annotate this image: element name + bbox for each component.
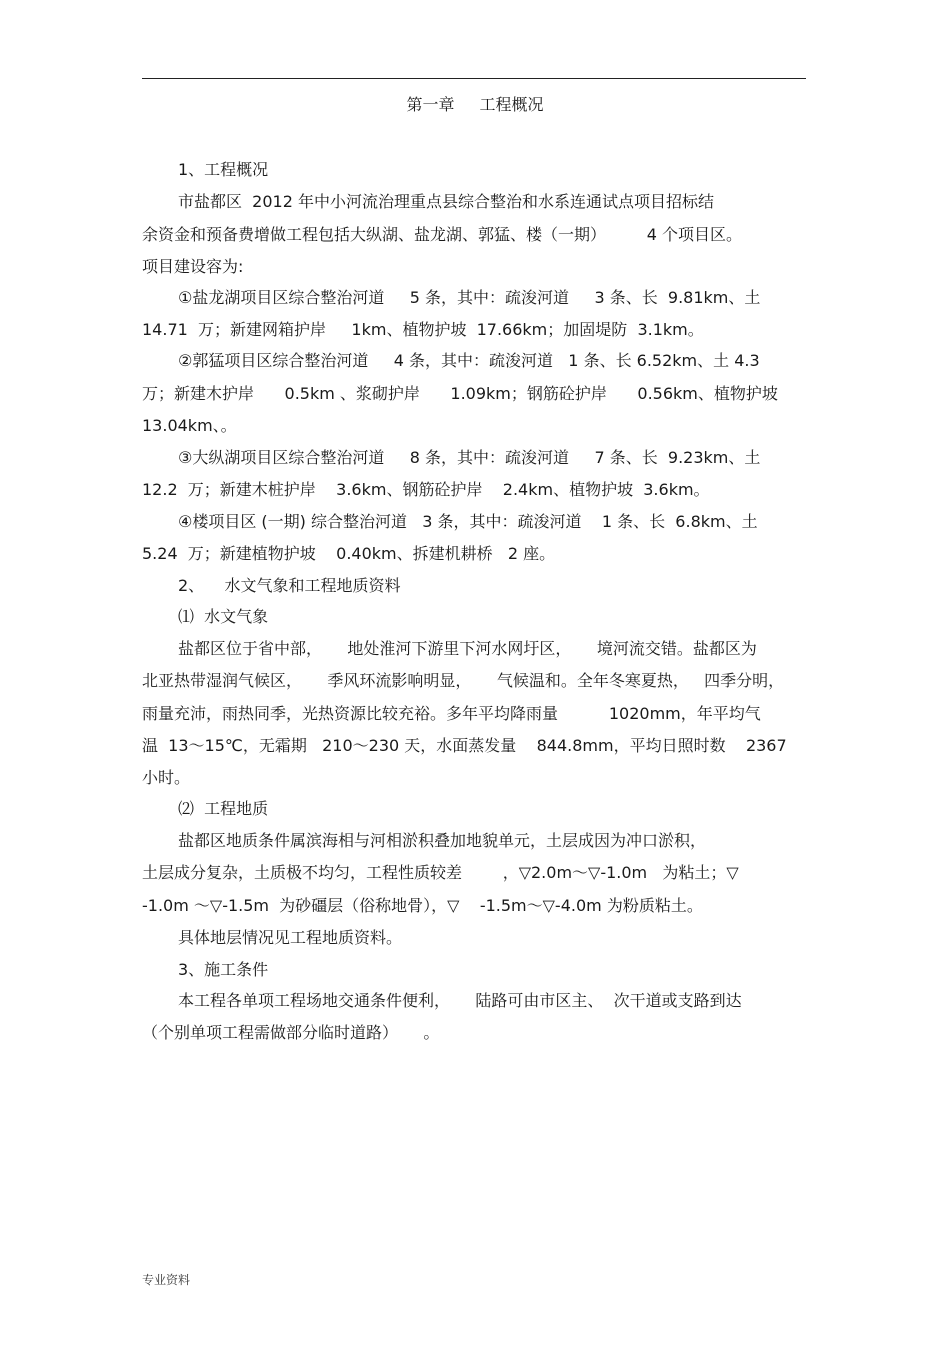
body-line: 市盐都区 2012 年中小河流治理重点县综合整治和水系连通试点项目招标结 [178, 192, 714, 211]
body-line: 土层成分复杂，土质极不均匀，工程性质较差 ，▽2.0m～▽-1.0m 为粘土；▽ [142, 863, 739, 882]
subsection-heading: ⑵ 工程地质 [178, 799, 269, 818]
body-line: 具体地层情况见工程地质资料。 [178, 928, 403, 947]
project-item-2: ②郭猛项目区综合整治河道 4 条，其中：疏浚河道 1 条、长 6.52km、土 4.3 [178, 351, 760, 370]
section-heading-3: 3、施工条件 [178, 960, 269, 979]
body-line: 温 13～15℃，无霜期 210～230 天，水面蒸发量 844.8mm，平均日照时数 2367 [142, 736, 787, 755]
body-line: 小时。 [142, 768, 191, 787]
header-rule [142, 78, 806, 79]
section-heading-1: 1、工程概况 [178, 160, 269, 179]
body-line: 北亚热带湿润气候区， 季风环流影响明显， 气候温和。全年冬寒夏热， 四季分明， [142, 671, 785, 690]
body-line: 本工程各单项工程场地交通条件便利， 陆路可由市区主、 次干道或支路到达 [178, 991, 742, 1010]
chapter-title: 工程概况 [479, 95, 544, 114]
project-item-1: ①盐龙湖项目区综合整治河道 5 条，其中：疏浚河道 3 条、长 9.81km、土 [178, 288, 761, 307]
body-line: 13.04km、。 [142, 416, 237, 435]
subsection-heading: ⑴ 水文气象 [178, 607, 269, 626]
body-line: 14.71 万；新建网箱护岸 1km、植物护坡 17.66km；加固堤防 3.1km。 [142, 320, 704, 339]
chapter-heading [0, 92, 950, 115]
body-line: （个别单项工程需做部分临时道路） 。 [142, 1023, 440, 1042]
project-item-3: ③大纵湖项目区综合整治河道 8 条，其中：疏浚河道 7 条、长 9.23km、土 [178, 448, 761, 467]
chapter-number: 第一章 [406, 95, 455, 114]
body-line: 盐都区地质条件属滨海相与河相淤积叠加地貌单元，土层成因为冲口淤积， [178, 831, 707, 850]
project-item-4: ④楼项目区 (一期) 综合整治河道 3 条，其中：疏浚河道 1 条、长 6.8km、土 [178, 512, 758, 531]
body-line: 12.2 万；新建木桩护岸 3.6km、钢筋砼护岸 2.4km、植物护坡 3.6km。 [142, 480, 710, 499]
body-line: 万；新建木护岸 0.5km 、浆砌护岸 1.09km；钢筋砼护岸 0.56km、植物护坡 [142, 384, 778, 403]
body-line: 5.24 万；新建植物护坡 0.40km、拆建机耕桥 2 座。 [142, 544, 556, 563]
section-heading-2: 2、 水文气象和工程地质资料 [178, 576, 401, 595]
body-line: 余资金和预备费增做工程包括大纵湖、盐龙湖、郭猛、楼（一期） 4 个项目区。 [142, 225, 742, 244]
body-line: 项目建设容为: [142, 257, 244, 276]
body-line: 雨量充沛，雨热同季，光热资源比较充裕。多年平均降雨量 1020mm，年平均气 [142, 704, 761, 723]
page-footer: 专业资料 [142, 1273, 191, 1287]
body-line: 盐都区位于省中部， 地处淮河下游里下河水网圩区， 境河流交错。盐都区为 [178, 639, 757, 658]
body-line: -1.0m ～▽-1.5m 为砂礓层（俗称地骨），▽ -1.5m～▽-4.0m 为粉质粘土。 [142, 896, 703, 915]
